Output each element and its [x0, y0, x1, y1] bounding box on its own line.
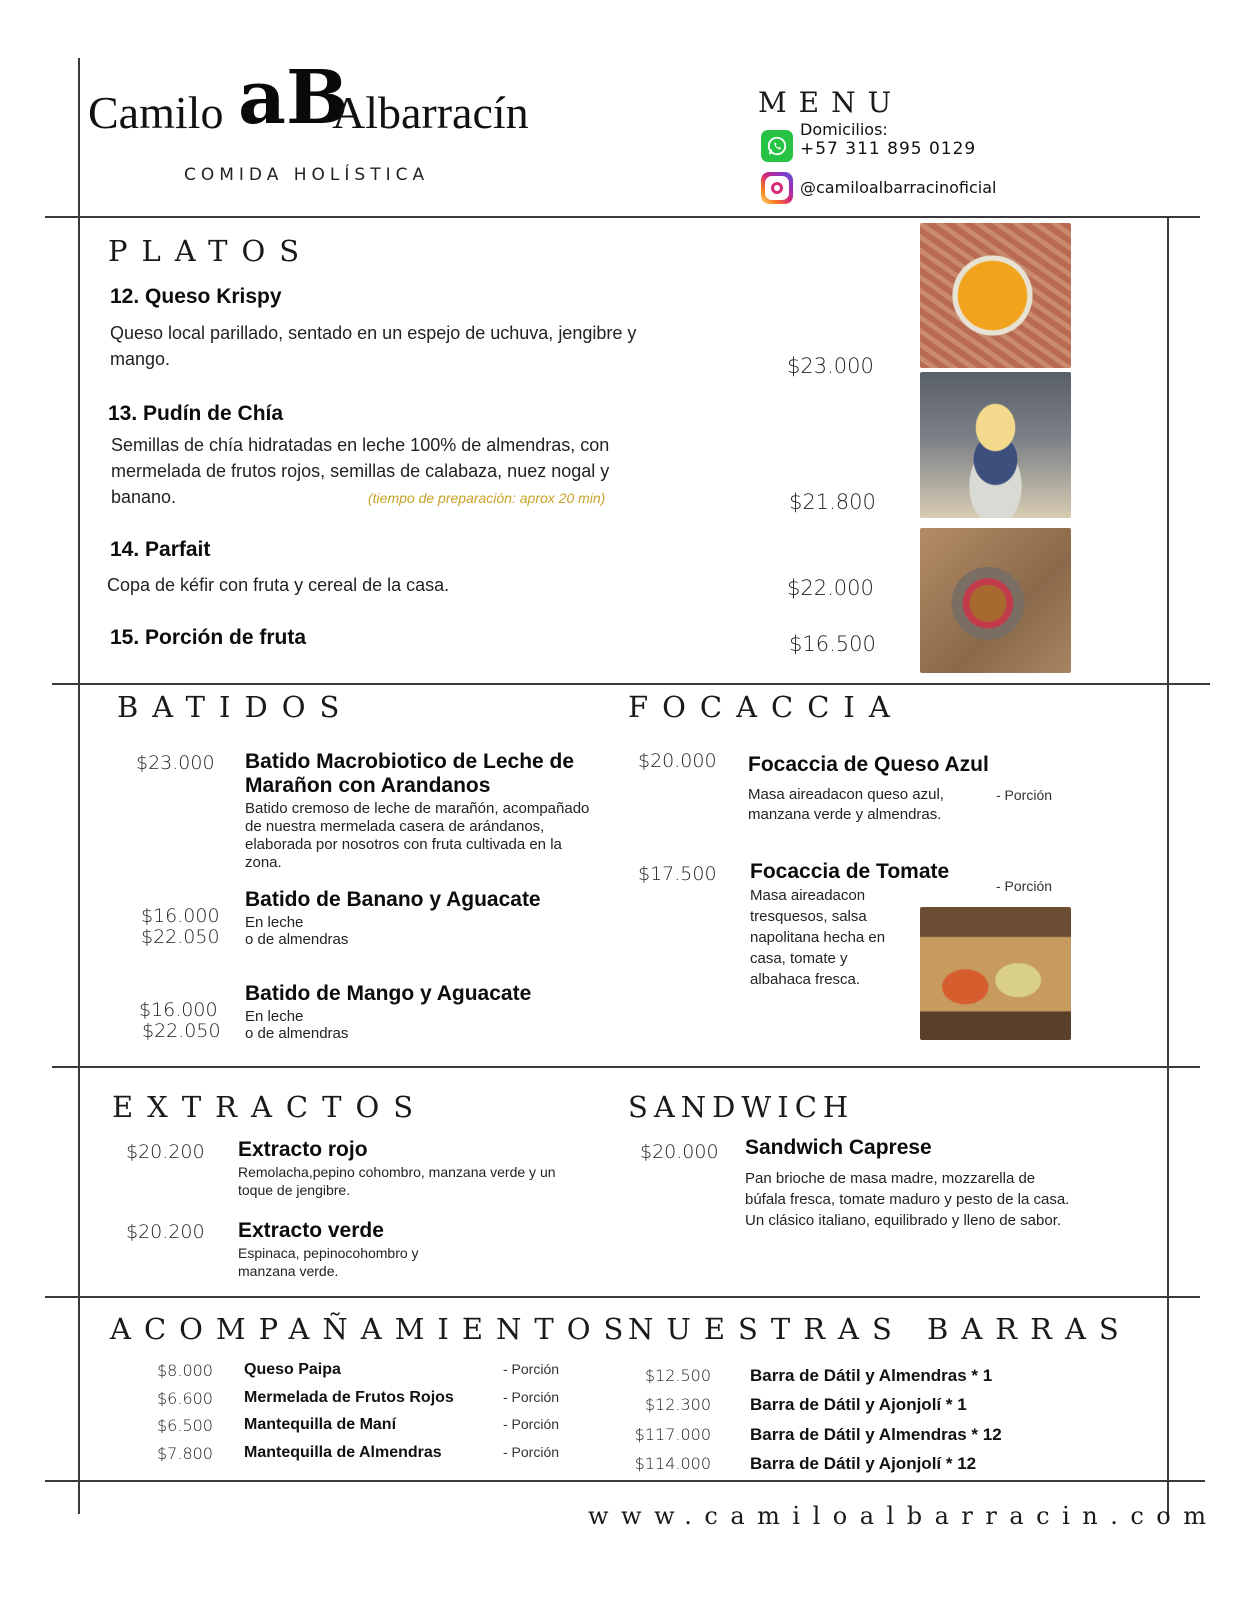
batido-price-2: $22.050 [142, 1020, 221, 1042]
barra-price: $114.000 [634, 1453, 711, 1473]
section-title-extractos: EXTRACTOS [112, 1090, 428, 1124]
batido-price: $23.000 [136, 752, 215, 774]
barra-title: Barra de Dátil y Almendras * 1 [750, 1366, 993, 1385]
batido-title: Batido Macrobiotico de Leche de Marañon con Arandanos [245, 750, 575, 797]
instagram-icon[interactable] [761, 172, 793, 204]
acomp-title: Mantequilla de Maní [244, 1416, 397, 1433]
list-item [150, 1361, 580, 1389]
acomp-price: $7.800 [157, 1443, 213, 1463]
section-title-focaccia: FOCACCIA [628, 690, 904, 724]
focaccia-desc: Masa aireadacon tresquesos, salsa napolitana hecha en casa, tomate y albahaca fresca. [750, 887, 886, 988]
batido-desc-1: En leche [245, 1008, 304, 1025]
photo-pudin-chia [920, 372, 1071, 518]
plato-desc: Copa de kéfir con fruta y cereal de la casa. [107, 575, 450, 595]
extracto-desc: Remolacha,pepino cohombro, manzana verde y un toque de jengibre. [238, 1164, 556, 1198]
batido-desc-2: o de almendras [245, 1025, 349, 1042]
acomp-price: $8.000 [157, 1361, 213, 1380]
extracto-price: $20.200 [126, 1141, 205, 1163]
list-item [630, 1395, 1050, 1424]
plato-title: 14. Parfait [110, 538, 211, 561]
extracto-desc: Espinaca, pepinocohombro y manzana verde. [238, 1245, 419, 1279]
divider-header [45, 216, 1200, 218]
sandwich-price: $20.000 [640, 1141, 719, 1163]
acomp-title: Queso Paipa [244, 1361, 341, 1378]
barra-title: Barra de Dátil y Almendras * 12 [750, 1424, 1002, 1444]
extracto-title: Extracto rojo [238, 1138, 368, 1161]
divider-extractos [45, 1296, 1200, 1298]
batido-title: Batido de Banano y Aguacate [245, 888, 541, 911]
list-item [630, 1454, 1050, 1483]
focaccia-price: $17.500 [638, 863, 717, 885]
batido-desc: Batido cremoso de leche de marañón, acompañado de nuestra mermelada casera de arándanos, elaborada por nosotros con fruta cultivada en la zona. [245, 800, 590, 871]
plato-desc: Semillas de chía hidratadas en leche 100% de almendras, con mermelada de frutos rojos, semillas de calabaza, nuez nogal y banano. [111, 435, 610, 507]
barra-price: $12.300 [644, 1395, 711, 1415]
barra-price: $12.500 [644, 1366, 711, 1385]
delivery-label: Domicilios: [800, 120, 888, 139]
prep-time-note: (tiempo de preparación: aprox 20 min) [368, 490, 606, 506]
photo-parfait [920, 528, 1071, 673]
section-title-platos: PLATOS [108, 234, 314, 268]
section-title-barras: NUESTRAS BARRAS [628, 1312, 1132, 1346]
divider-batidos [52, 1066, 1200, 1068]
plato-price: $23.000 [787, 354, 874, 378]
phone-number[interactable]: +57 311 895 0129 [800, 139, 977, 159]
acomp-title: Mantequilla de Almendras [244, 1443, 442, 1461]
plato-title: 12. Queso Krispy [110, 285, 282, 308]
sandwich-desc: Pan brioche de masa madre, mozzarella de búfala fresca, tomate maduro y pesto de la casa. Un clásico italiano, equilibrado y lleno de sabor. [745, 1170, 1070, 1229]
acomp-unit: - Porción [503, 1388, 560, 1405]
barra-title: Barra de Dátil y Ajonjolí * 12 [750, 1453, 977, 1473]
list-item [630, 1425, 1050, 1454]
plato-title: 13. Pudín de Chía [108, 402, 284, 425]
acomp-title: Mermelada de Frutos Rojos [244, 1388, 454, 1406]
frame-right-line [1167, 216, 1169, 1516]
menu-title: MENU [758, 86, 904, 119]
monogram-icon: aB [238, 55, 349, 141]
focaccia-title: Focaccia de Queso Azul [748, 753, 989, 776]
sandwich-title: Sandwich Caprese [745, 1136, 932, 1159]
section-title-sandwich: SANDWICH [628, 1090, 855, 1124]
list-item [150, 1444, 580, 1472]
acomp-unit: - Porción [503, 1443, 560, 1460]
list-item [150, 1389, 580, 1417]
plato-price: $22.000 [787, 576, 874, 600]
brand-last-name: Albarracín [332, 87, 529, 138]
photo-queso-krispy [920, 223, 1071, 368]
batido-price-2: $22.050 [141, 926, 220, 948]
website-link[interactable]: www.camiloalbarracin.com [588, 1502, 1219, 1530]
acomp-price: $6.500 [157, 1416, 213, 1435]
acomp-unit: - Porción [503, 1416, 560, 1432]
brand-first-name: Camilo [88, 87, 224, 138]
acomp-unit: - Porción [503, 1361, 560, 1377]
extracto-price: $20.200 [126, 1221, 205, 1243]
focaccia-title: Focaccia de Tomate [750, 860, 950, 883]
barra-price: $117.000 [634, 1424, 711, 1444]
tagline: COMIDA HOLÍSTICA [184, 165, 430, 185]
extracto-title: Extracto verde [238, 1219, 384, 1242]
barra-title: Barra de Dátil y Ajonjolí * 1 [750, 1395, 967, 1415]
instagram-handle[interactable]: @camiloalbarracinoficial [800, 178, 997, 197]
logo [88, 55, 548, 192]
list-item [150, 1416, 580, 1444]
batido-price-1: $16.000 [141, 905, 220, 927]
plato-price: $16.500 [789, 632, 876, 656]
plato-price: $21.800 [789, 490, 876, 514]
batido-desc-1: En leche [245, 914, 304, 931]
photo-focaccia-tomate [920, 907, 1071, 1040]
section-title-batidos: BATIDOS [117, 690, 354, 724]
section-title-acompanamientos: ACOMPAÑAMIENTOS [110, 1312, 637, 1346]
batido-price-1: $16.000 [139, 999, 218, 1021]
list-item [630, 1366, 1050, 1395]
barras-list [630, 1366, 1050, 1483]
batido-title: Batido de Mango y Aguacate [245, 982, 532, 1005]
focaccia-price: $20.000 [638, 750, 717, 772]
plato-title: 15. Porción de fruta [110, 626, 307, 649]
focaccia-unit: - Porción [996, 878, 1053, 894]
whatsapp-icon[interactable] [761, 130, 793, 162]
focaccia-unit: - Porción [996, 787, 1053, 803]
divider-platos [52, 683, 1210, 685]
focaccia-desc: Masa aireadacon queso azul, manzana verde y almendras. [748, 786, 944, 823]
batido-desc-2: o de almendras [245, 931, 349, 948]
plato-desc: Queso local parillado, sentado en un espejo de uchuva, jengibre y mango. [110, 323, 637, 369]
acomp-price: $6.600 [157, 1388, 213, 1408]
acompanamientos-list [150, 1361, 580, 1471]
